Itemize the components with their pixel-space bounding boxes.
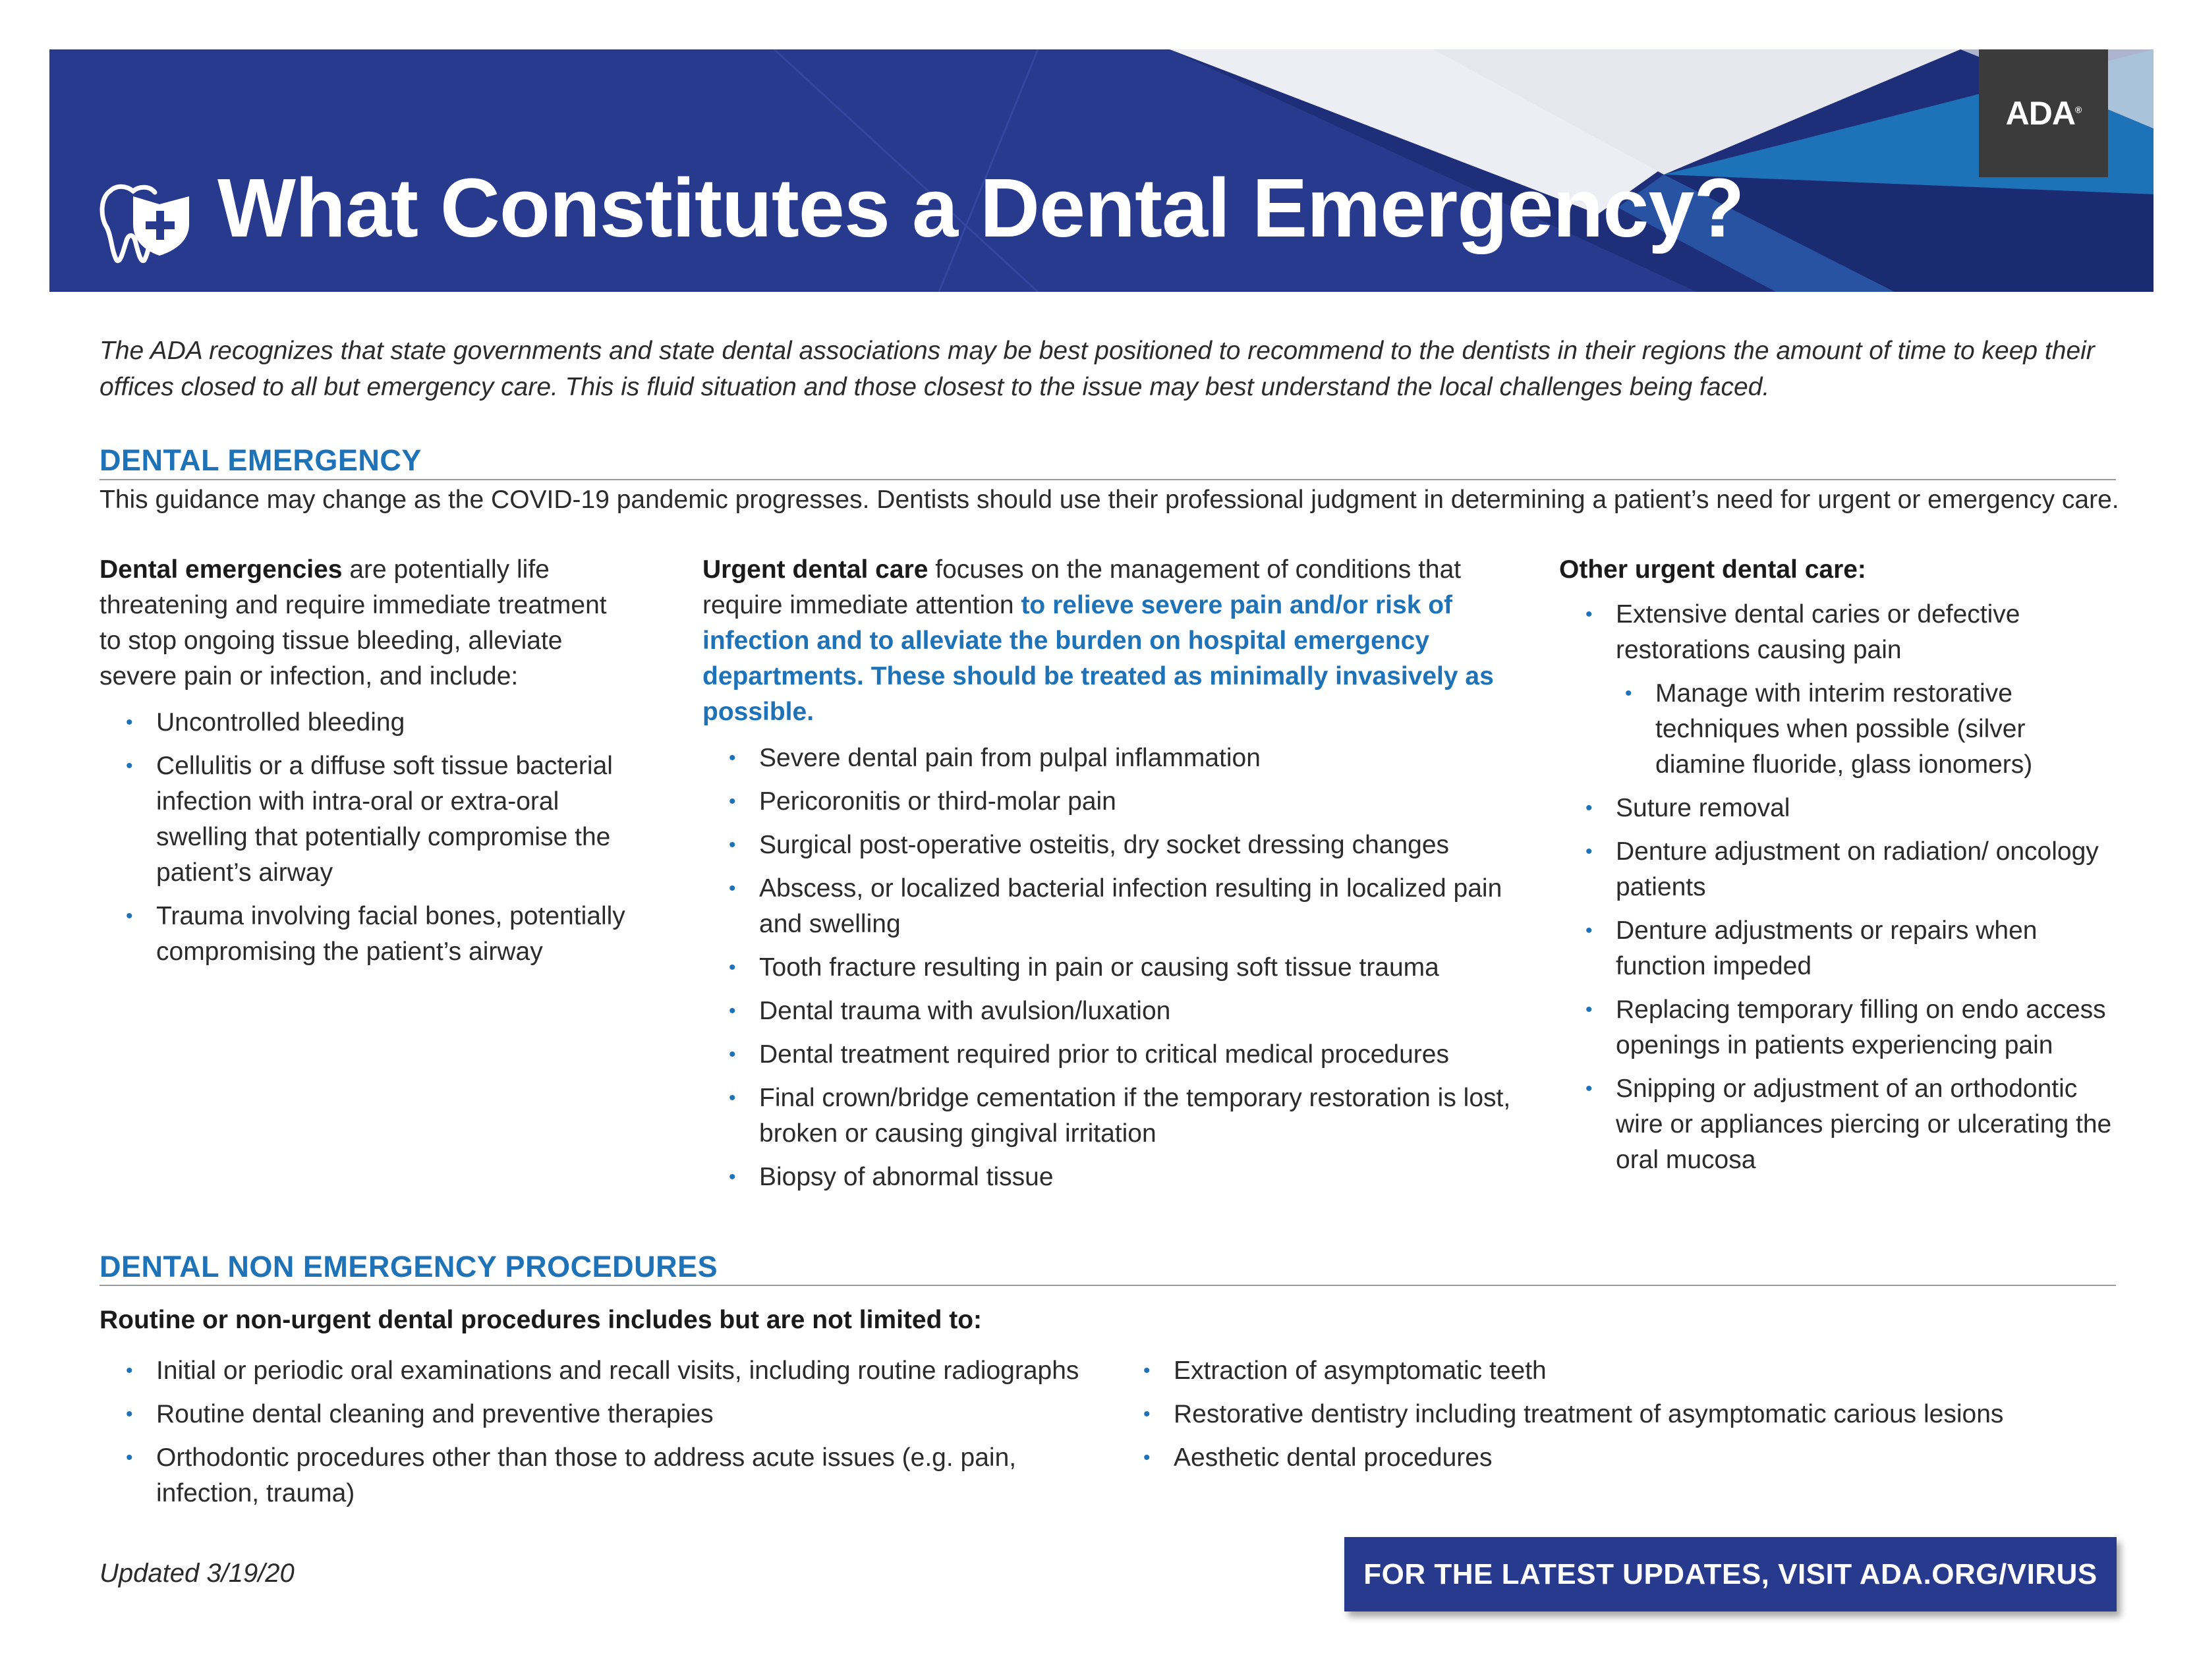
list-item: • Abscess, or localized bacterial infection resulting in localized pain and swelling: [729, 874, 1502, 938]
list-item: • Restorative dentistry including treatment of asymptomatic carious lesions: [1143, 1400, 2004, 1428]
header-banner: [49, 49, 2154, 292]
column-intro: Dental emergencies are potentially life threatening and require immediate treatment to stop ongoing tissue bleeding, alleviate severe pain or infection, and include:: [100, 555, 607, 690]
list-item: • Trauma involving facial bones, potentially compromising the patient’s airway: [126, 902, 625, 966]
list-subitem: • Manage with interim restorative techniques when possible (silver diamine fluoride, glass ionomers): [1625, 679, 2033, 779]
list-item: • Replacing temporary filling on endo access openings in patients experiencing pain: [1585, 995, 2106, 1059]
latest-updates-link[interactable]: FOR THE LATEST UPDATES, VISIT ADA.ORG/VIRUS: [1344, 1537, 2117, 1611]
section-divider: [100, 1285, 2116, 1286]
section-divider: [100, 479, 2116, 480]
intro-text: The ADA recognizes that state governments and state dental associations may be best positioned to recommend to the dentists in their regions the amount of time to keep their offices closed to all but emergency care. This is fluid situation and those closest to the issue may best understand the local challenges being faced.: [100, 337, 2095, 401]
list-item: • Suture removal: [1585, 794, 1790, 822]
tooth-shield-icon: [97, 178, 196, 264]
non-emergency-lead: Routine or non-urgent dental procedures includes but are not limited to:: [100, 1306, 983, 1334]
list-item: • Tooth fracture resulting in pain or causing soft tissue trauma: [729, 953, 1439, 982]
list-item: • Extensive dental caries or defective restorations causing pain: [1585, 600, 2020, 664]
ada-logo: ADA®: [2005, 95, 2082, 132]
other-urgent-list: [1559, 597, 2119, 1178]
list-item: • Denture adjustment on radiation/ oncology patients: [1585, 837, 2099, 901]
list-item: • Snipping or adjustment of an orthodontic wire or appliances piercing or ulcerating the oral mucosa: [1585, 1075, 2112, 1174]
list-item: • Aesthetic dental procedures: [1143, 1443, 1493, 1472]
urgent-list: [702, 741, 1533, 1195]
section-heading-emergency: DENTAL EMERGENCY: [100, 443, 422, 477]
non-emergency-list-left: [100, 1353, 1088, 1511]
list-item: • Denture adjustments or repairs when function impeded: [1585, 916, 2038, 980]
column-heading: Other urgent dental care:: [1559, 555, 1866, 584]
updated-date: Updated 3/19/20: [100, 1559, 295, 1588]
list-item: • Orthodontic procedures other than those to address acute issues (e.g. pain, infection, trauma): [126, 1443, 1017, 1507]
list-item: • Routine dental cleaning and preventive therapies: [126, 1400, 714, 1428]
urgent-column: [702, 552, 1533, 1195]
other-urgent-column: [1559, 552, 2119, 1178]
list-item: • Dental treatment required prior to critical medical procedures: [729, 1040, 1449, 1069]
list-item: • Dental trauma with avulsion/luxation: [729, 997, 1171, 1025]
non-emergency-left-column: [100, 1345, 1088, 1511]
non-emergency-right-column: [1117, 1345, 2105, 1476]
list-item: • Uncontrolled bleeding: [126, 708, 405, 737]
list-item: • Cellulitis or a diffuse soft tissue bacterial infection with intra-oral or extra-oral swelling that potentially compromise the patient’s airway: [126, 752, 613, 887]
non-emergency-list-right: [1117, 1353, 2105, 1476]
list-item: • Initial or periodic oral examinations and recall visits, including routine radiographs: [126, 1357, 1079, 1385]
list-item: • Extraction of asymptomatic teeth: [1143, 1357, 1547, 1385]
page-title: What Constitutes a Dental Emergency?: [217, 161, 1744, 254]
emergency-list: [100, 705, 627, 970]
list-item: • Severe dental pain from pulpal inflammation: [729, 744, 1261, 772]
guidance-note: This guidance may change as the COVID-19 pandemic progresses. Dentists should use their professional judgment in determining a patient’s need for urgent or emergency care.: [100, 486, 2119, 514]
list-item: • Final crown/bridge cementation if the temporary restoration is lost, broken or causing gingival irritation: [729, 1084, 1511, 1148]
column-intro: Urgent dental care focuses on the management of conditions that require immediate attention to relieve severe pain and/or risk of infection and to alleviate the burden on hospital emergency departments. These should be treated as minimally invasively as possible.: [702, 555, 1494, 726]
section-heading-non-emergency: DENTAL NON EMERGENCY PROCEDURES: [100, 1250, 718, 1283]
emergency-column: [100, 552, 627, 970]
list-item: • Pericoronitis or third-molar pain: [729, 787, 1116, 816]
list-item: • Biopsy of abnormal tissue: [729, 1163, 1054, 1191]
ada-logo-box: [1979, 49, 2108, 177]
list-item: • Surgical post-operative osteitis, dry socket dressing changes: [729, 831, 1450, 859]
